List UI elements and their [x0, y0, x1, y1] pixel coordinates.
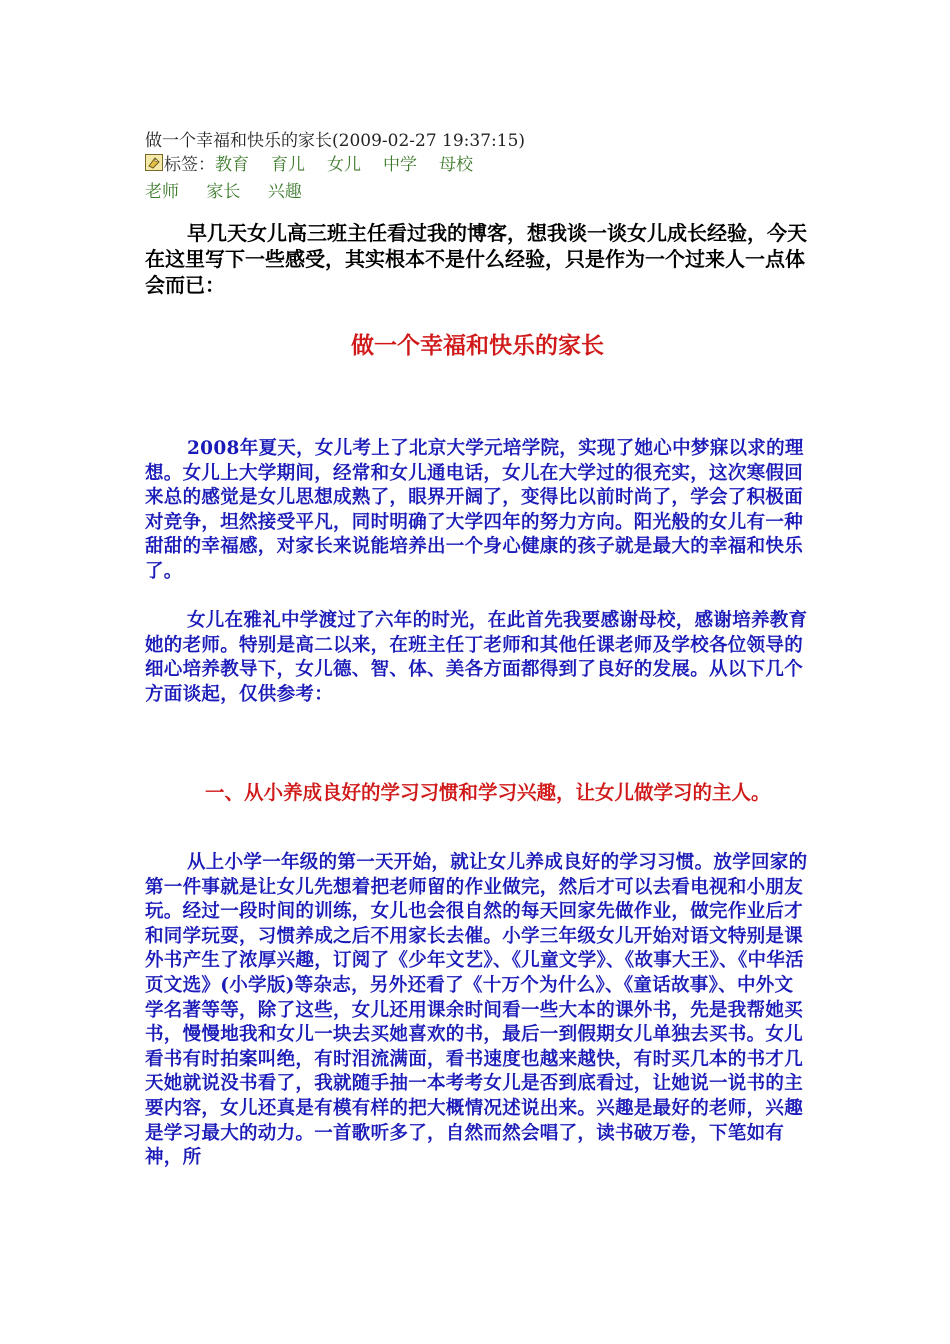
tag-link[interactable]: 教育 — [215, 155, 249, 175]
tag-link[interactable]: 老师 — [145, 182, 179, 202]
tag-link[interactable]: 育儿 — [271, 155, 305, 175]
tags-line — [145, 150, 495, 175]
tag-link[interactable]: 兴趣 — [267, 182, 302, 202]
tags-line-2 — [145, 177, 324, 202]
tags-label: 标签： — [164, 155, 215, 175]
intro-paragraph: 早几天女儿高三班主任看过我的博客，想我谈一谈女儿成长经验，今天在这里写下一些感受，其实根本不是什么经验，只是作为一个过来人一点体会而已： — [145, 221, 807, 297]
post-timestamp: (2009-02-27 19:37:15) — [332, 131, 526, 151]
body-paragraph-3: 从上小学一年级的第一天开始，就让女儿养成良好的学习习惯。放学回家的第一件事就是让女儿先想着把老师留的作业做完，然后才可以去看电视和小朋友玩。经过一段时间的训练，女儿也会很自然的每天回家先做作业，做完作业后才和同学玩耍，习惯养成之后不用家长去催。小学三年级女儿开始对语文特别是课外书产生了浓厚兴趣，订阅了《少年文艺》、《儿童文学》、《故事大王》、《中华活页文选》(小学版)等杂志，另外还看了《十万个为什么》、《童话故事》、中外文学名著等等，除了这些，女儿还用课余时间看一些大本的课外书，先是我帮她买书，慢慢地我和女儿一块去买她喜欢的书，最后一到假期女儿单独去买书。女儿看书有时拍案叫绝，有时泪流满面，看书速度也越来越快，有时买几本的书才几天她就说没书看了，我就随手抽一本考考女儿是否到底看过，让她说一说书的主要内容，女儿还真是有模有样的把大概情况述说出来。兴趣是最好的老师，兴趣是学习最大的动力。一首歌听多了，自然而然会唱了，读书破万卷，下笔如有神，所 — [145, 852, 808, 1169]
body-paragraph-1: 2008年夏天，女儿考上了北京大学元培学院，实现了她心中梦寐以求的理想。女儿上大学期间，经常和女儿通电话，女儿在大学过的很充实，这次寒假回来总的感觉是女儿思想成熟了，眼界开阔了，变得比以前时尚了，学会了积极面对竞争，坦然接受平凡，同时明确了大学四年的努力方向。阳光般的女儿有一种甜甜的幸福感，对家长来说能培养出一个身心健康的孩子就是最大的幸福和快乐了。 — [145, 438, 804, 582]
article-heading: 做一个幸福和快乐的家长 — [351, 333, 604, 359]
tag-link[interactable]: 女儿 — [327, 155, 361, 175]
tag-icon — [145, 154, 163, 171]
post-title-line — [145, 126, 525, 151]
tag-link[interactable]: 家长 — [206, 182, 241, 202]
tag-link[interactable]: 中学 — [383, 155, 417, 175]
section-heading-1: 一、从小养成良好的学习习惯和学习兴趣，让女儿做学习的主人。 — [205, 781, 771, 804]
post-title: 做一个幸福和快乐的家长 — [145, 131, 332, 151]
body-paragraph-2: 女儿在雅礼中学渡过了六年的时光，在此首先我要感谢母校，感谢培养教育她的老师。特别是高二以来，在班主任丁老师和其他任课老师及学校各位领导的细心培养教导下，女儿德、智、体、美各方面都得到了良好的发展。从以下几个方面谈起，仅供参考： — [145, 610, 808, 705]
tag-link[interactable]: 母校 — [439, 155, 473, 175]
